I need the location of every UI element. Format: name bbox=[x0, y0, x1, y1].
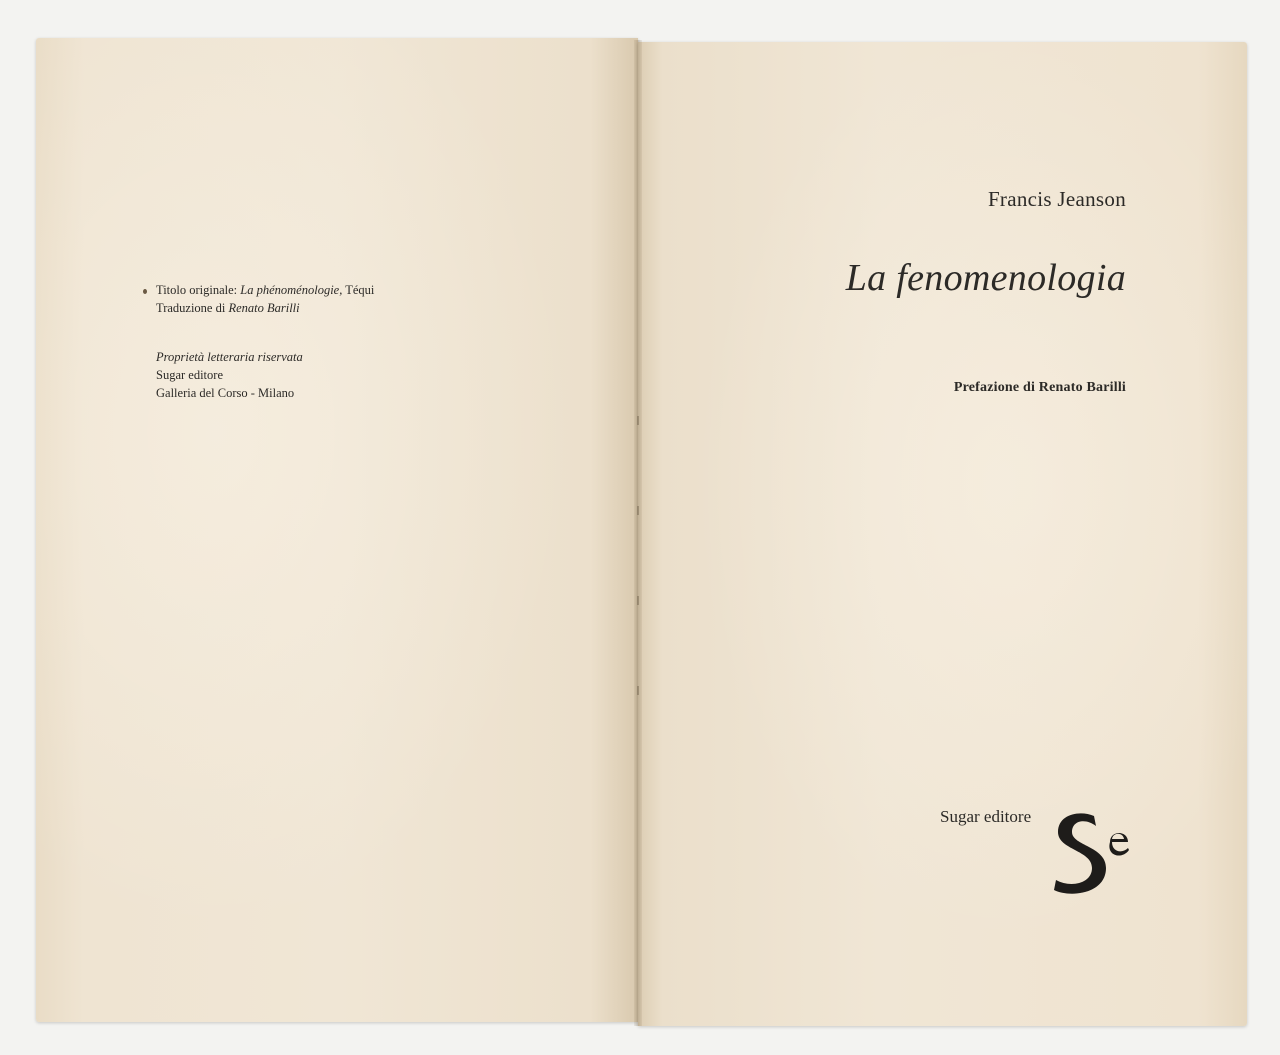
original-title-label: Titolo originale: bbox=[156, 283, 238, 297]
publisher-name: Sugar editore bbox=[940, 807, 1032, 826]
original-title-line bbox=[156, 281, 374, 299]
binding-stitch bbox=[637, 416, 639, 425]
original-publisher: Téqui bbox=[345, 283, 375, 297]
ink-speck bbox=[143, 289, 147, 294]
rights-notice: Proprietà letteraria riservata bbox=[156, 350, 303, 364]
imprint-publisher: Sugar editore bbox=[156, 368, 223, 382]
publisher-logo-icon bbox=[1050, 806, 1130, 896]
binding-stitch bbox=[637, 506, 639, 515]
author-name: Francis Jeanson bbox=[987, 187, 1126, 211]
right-page bbox=[638, 42, 1247, 1026]
preface-credit: Prefazione di Renato Barilli bbox=[953, 380, 1126, 395]
translation-label: Traduzione di bbox=[156, 301, 226, 315]
translator-name: Renato Barilli bbox=[228, 301, 300, 315]
original-title: La phénoménologie, bbox=[240, 283, 343, 297]
translation-line bbox=[156, 299, 300, 317]
book-gutter bbox=[634, 40, 642, 1026]
imprint-address: Galleria del Corso - Milano bbox=[156, 386, 295, 400]
binding-stitch bbox=[637, 596, 639, 605]
binding-stitch bbox=[637, 686, 639, 695]
left-page bbox=[36, 38, 638, 1022]
open-book bbox=[36, 36, 1247, 1026]
book-title: La fenomenologia bbox=[845, 257, 1126, 299]
